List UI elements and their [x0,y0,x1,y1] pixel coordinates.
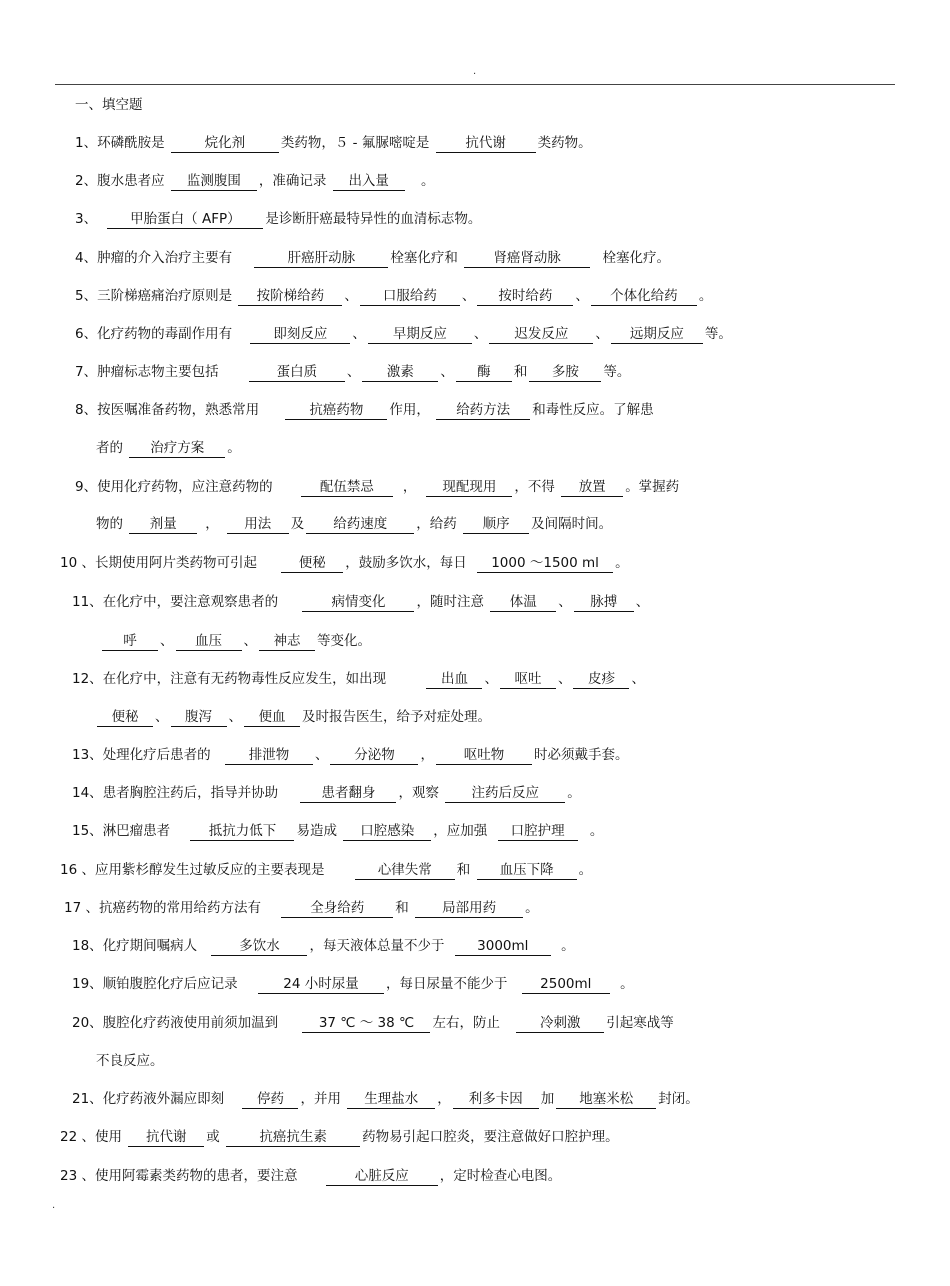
separator: 、 [473,326,488,342]
answer-blank: 便秘 [281,555,343,573]
separator: 、 [595,326,609,342]
question-text: 。 [578,862,593,878]
answer-blank: 腹泻 [171,709,227,727]
question-number: 13、 [72,747,103,763]
answer-blank: 抗代谢 [128,1129,204,1147]
question-text: 在化疗中，注意有无药物毒性反应发生，如出现 [102,671,387,687]
separator: ， [420,747,434,763]
answer-blank: 心律失常 [355,862,455,880]
question-text: 。 [420,173,435,189]
question-1 [75,133,592,153]
question-text: 时必须戴手套。 [533,747,629,763]
question-text: 加 [540,1091,555,1107]
question-text: 引起寒战等 [606,1015,674,1031]
answer-blank: 口腔感染 [343,823,431,841]
question-text: 使用化疗药物，应注意药物的 [97,479,273,495]
separator: 、 [346,364,361,380]
question-text: 是诊断肝癌最特异性的血清标志物。 [265,211,482,227]
answer-blank: 按时给药 [477,288,573,306]
question-number: 22 、 [60,1129,95,1145]
question-19 [72,974,634,994]
question-8 [75,400,654,420]
footer-mark: . [52,1200,56,1211]
section-title: 一、填空题 [75,97,143,113]
question-number: 1、 [75,135,98,151]
question-number: 12、 [72,671,103,687]
answer-blank: 配伍禁忌 [301,479,393,497]
question-text: 等。 [603,364,631,380]
question-number: 16 、 [60,862,95,878]
question-20 [72,1013,674,1033]
question-number: 7、 [75,364,98,380]
header-mark: . [473,66,477,77]
question-text: 不良反应。 [96,1053,164,1069]
answer-blank: 用法 [227,516,289,534]
question-text: ，应加强 [433,823,488,839]
question-text: 化疗期间嘱病人 [102,938,198,954]
question-4 [75,248,670,268]
question-number: 9、 [75,479,98,495]
question-text: 肿瘤的介入治疗主要有 [97,250,233,266]
answer-blank: 呕吐物 [436,747,532,765]
question-text: ，准确记录 [258,173,327,189]
answer-blank: 排泄物 [225,747,313,765]
question-10 [60,553,629,573]
answer-blank: 37 ℃ ～ 38 ℃ [302,1015,430,1033]
question-text: 。掌握药 [625,479,680,495]
answer-blank: 口服给药 [360,288,460,306]
answer-blank: 肝癌肝动脉 [254,250,388,268]
separator: 、 [575,288,589,304]
question-12-cont [95,707,491,727]
question-number: 19、 [72,976,103,992]
answer-blank: 病情变化 [302,594,414,612]
question-text: 三阶梯癌痛治疗原则是 [97,288,233,304]
question-text: 药物易引起口腔炎，要注意做好口腔护理。 [362,1129,619,1145]
question-9-cont [96,514,612,534]
question-text: 淋巴瘤患者 [102,823,171,839]
answer-blank: 皮疹 [573,671,629,689]
question-number: 10 、 [60,555,95,571]
answer-blank: 全身给药 [281,900,393,918]
question-17 [64,898,539,918]
separator: 、 [558,594,572,610]
answer-blank: 抗癌抗生素 [226,1129,360,1147]
question-text: 按医嘱准备药物，熟悉常用 [97,402,260,418]
separator: ， [205,516,219,532]
question-number: 14、 [72,785,103,801]
answer-blank: 2500ml [522,976,610,994]
question-15 [72,821,603,841]
separator: 、 [344,288,358,304]
answer-blank: 血压下降 [477,862,577,880]
separator: 、 [484,671,498,687]
question-text: 易造成 [296,823,337,839]
answer-blank: 神志 [259,633,315,651]
question-number: 5、 [75,288,98,304]
answer-blank: 停药 [242,1091,298,1109]
answer-blank: 地塞米松 [556,1091,656,1109]
question-text: 。 [698,288,713,304]
question-18 [72,936,575,956]
question-8-cont [96,438,241,458]
question-text: 栓塞化疗。 [602,250,670,266]
question-text: 肿瘤标志物主要包括 [97,364,219,380]
answer-blank: 口腔护理 [498,823,578,841]
question-number: 20、 [72,1015,103,1031]
question-text: ，定时检查心电图。 [439,1168,562,1184]
answer-blank: 呼 [102,633,158,651]
question-3 [75,209,481,229]
answer-blank: 1000 ～1500 ml [477,555,613,573]
question-number: 2、 [75,173,98,189]
question-5 [75,286,712,306]
answer-blank: 现配现用 [426,479,512,497]
question-text: 等。 [704,326,732,342]
question-text: 等变化。 [317,633,371,649]
question-text: 。 [525,900,539,916]
answer-blank: 肾癌肾动脉 [464,250,590,268]
answer-blank: 抗癌药物 [285,402,387,420]
question-text: 在化疗中，要注意观察患者的 [102,594,279,610]
separator: ， [402,479,417,495]
question-text: 腹水患者应 [97,173,165,189]
answer-blank: 血压 [176,633,242,651]
question-text: ，每日尿量不能少于 [385,976,508,992]
answer-blank: 利多卡因 [453,1091,539,1109]
question-text: 或 [206,1129,220,1145]
question-text: 顺铂腹腔化疗后应记录 [102,976,238,992]
answer-blank: 多饮水 [211,938,307,956]
question-text: 类药物。 [537,135,592,151]
separator: 、 [635,594,650,610]
answer-blank: 早期反应 [368,326,472,344]
question-6 [75,324,732,344]
question-22 [60,1127,619,1147]
separator: ， [437,1091,451,1107]
question-text: 使用 [94,1129,122,1145]
answer-blank: 出入量 [333,173,405,191]
question-text: 长期使用阿片类药物可引起 [94,555,257,571]
answer-blank: 顺序 [463,516,529,534]
question-text: 和毒性反应。了解患 [532,402,654,418]
question-text: 。 [561,938,575,954]
answer-blank: 生理盐水 [347,1091,435,1109]
question-text: ，鼓励多饮水，每日 [345,555,467,571]
question-text: 。 [567,785,581,801]
answer-blank: 注药后反应 [445,785,565,803]
question-text: 。 [589,823,604,839]
question-number: 18、 [72,938,103,954]
question-text: 和 [456,862,471,878]
question-text: 抗癌药物的常用给药方法有 [98,900,261,916]
question-7 [75,362,630,382]
question-text: 化疗药液外漏应即刻 [102,1091,225,1107]
answer-blank: 出血 [426,671,482,689]
answer-blank: 便秘 [97,709,153,727]
answer-blank: 远期反应 [611,326,703,344]
separator: 、 [160,633,174,649]
question-2 [75,171,434,191]
answer-blank: 3000ml [455,938,551,956]
question-text: 化疗药物的毒副作用有 [97,326,233,342]
answer-blank: 患者翻身 [300,785,396,803]
question-text: 环磷酰胺是 [97,135,165,151]
question-text: 处理化疗后患者的 [102,747,211,763]
question-text: 物的 [96,516,123,532]
answer-blank: 冷刺激 [516,1015,604,1033]
question-text: 和 [395,900,409,916]
answer-blank: 脉搏 [574,594,634,612]
question-number: 23 、 [60,1168,95,1184]
question-number: 3、 [75,211,98,227]
answer-blank: 便血 [244,709,300,727]
separator: 、 [557,671,572,687]
answer-blank: 即刻反应 [250,326,350,344]
question-number: 21、 [72,1091,103,1107]
answer-blank: 迟发反应 [489,326,593,344]
answer-blank: 多胺 [529,364,601,382]
question-text: 。 [227,440,241,456]
answer-blank: 烷化剂 [171,135,279,153]
question-text: ，随时注意 [416,594,484,610]
question-21 [72,1089,699,1109]
question-text: 及间隔时间。 [531,516,613,532]
answer-blank: 放置 [561,479,623,497]
separator: 、 [352,326,366,342]
question-13 [72,745,628,765]
question-text: 患者胸腔注药后，指导并协助 [102,785,279,801]
separator: 、 [461,288,476,304]
answer-blank: 治疗方案 [129,440,225,458]
question-text: 栓塞化疗和 [390,250,458,266]
answer-blank: 心脏反应 [326,1168,438,1186]
answer-blank: 给药速度 [306,516,414,534]
answer-blank: 按阶梯给药 [238,288,342,306]
question-text: 及时报告医生，给予对症处理。 [302,709,491,725]
question-text: 者的 [96,440,123,456]
answer-blank: 蛋白质 [249,364,345,382]
answer-blank: 给药方法 [436,402,530,420]
answer-blank: 体温 [490,594,556,612]
question-text: ，并用 [300,1091,341,1107]
question-14 [72,783,581,803]
question-number: 11、 [72,594,103,610]
answer-blank: 分泌物 [330,747,418,765]
question-23 [60,1166,561,1186]
answer-blank: 个体化给药 [591,288,697,306]
answer-blank: 激素 [362,364,438,382]
separator: 和 [513,364,528,380]
separator: 、 [631,671,645,687]
answer-blank: 24 小时尿量 [258,976,384,994]
separator: 、 [155,709,169,725]
separator: 及 [290,516,305,532]
header-rule [55,84,895,85]
answer-blank: 抵抗力低下 [190,823,294,841]
question-11 [72,592,649,612]
question-text: 类药物，５ - 氟脲嘧啶是 [280,135,430,151]
question-12 [72,669,645,689]
answer-blank: 甲胎蛋白（ AFP） [107,211,263,229]
question-text: ，观察 [398,785,439,801]
answer-blank: 呕吐 [500,671,556,689]
question-number: 6、 [75,326,98,342]
question-text: 应用紫杉醇发生过敏反应的主要表现是 [94,862,325,878]
question-text: 。 [620,976,634,992]
separator: 、 [314,747,329,763]
answer-blank: 酶 [456,364,512,382]
question-number: 8、 [75,402,98,418]
question-number: 15、 [72,823,103,839]
separator: 、 [440,364,454,380]
question-9 [75,477,679,497]
separator: 、 [243,633,257,649]
question-20-cont [96,1051,164,1071]
question-16 [60,860,592,880]
answer-blank: 剂量 [129,516,197,534]
question-text: 作用， [389,402,430,418]
question-text: 封闭。 [658,1091,699,1107]
answer-blank: 抗代谢 [436,135,536,153]
question-text: 左右，防止 [432,1015,500,1031]
answer-blank: 局部用药 [415,900,523,918]
question-11-cont [100,631,371,651]
question-text: 。 [615,555,629,571]
question-number: 4、 [75,250,98,266]
question-text: ，不得 [514,479,555,495]
question-text: 腹腔化疗药液使用前须加温到 [102,1015,279,1031]
question-text: 使用阿霉素类药物的患者，要注意 [94,1168,298,1184]
question-number: 17 、 [64,900,99,916]
question-text: ，给药 [416,516,457,532]
answer-blank: 监测腹围 [171,173,257,191]
separator: 、 [228,709,242,725]
question-text: ，每天液体总量不少于 [309,938,445,954]
